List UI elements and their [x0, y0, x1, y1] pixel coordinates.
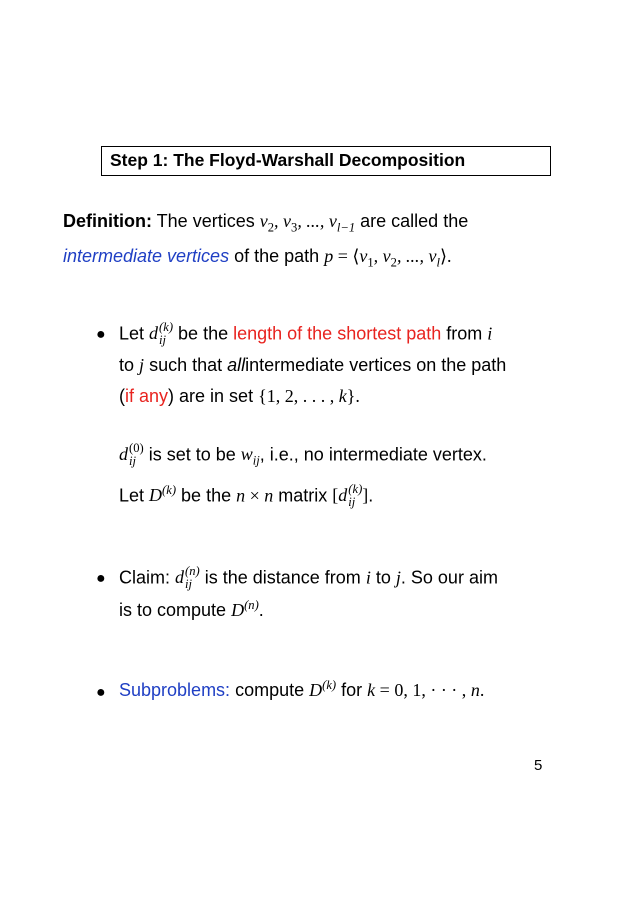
- is-set-to-be-text: is set to be: [148, 444, 236, 465]
- such-that-text: such that: [149, 355, 223, 375]
- bullet-1-line-4: [119, 443, 487, 469]
- let-text: Let: [119, 323, 145, 344]
- in-set-text: ) are in set: [168, 386, 254, 406]
- let-text-2: Let: [119, 485, 145, 506]
- bullet-2-line-2: is to compute $D^{(n)}$.: [119, 598, 264, 620]
- intermediate-rest-text: intermediate vertices on the path: [245, 355, 507, 375]
- be-the-text-2: be the: [181, 485, 232, 506]
- definition-text-1: The vertices: [156, 211, 255, 231]
- j-math-2: j: [395, 567, 401, 588]
- bullet-1-line-5: Let $D^{(k)}$ be the n × n matrix [d (k) ij ].: [119, 482, 374, 510]
- open-paren: (: [119, 386, 125, 406]
- bullet-1-line-1: [119, 322, 492, 348]
- subproblems-label: Subproblems:: [119, 680, 231, 700]
- matrix-text: matrix: [278, 485, 328, 506]
- from-text: from: [446, 323, 483, 344]
- to-text: to: [119, 355, 135, 375]
- D-k-math-2: $D^{(k)}$: [309, 678, 337, 700]
- for-text: for: [341, 680, 363, 700]
- set-math: {1, 2, . . . , k}.: [258, 386, 360, 406]
- d-ij-k-math: d (k) ij: [149, 320, 174, 348]
- bullet-2-dot: ●: [96, 570, 106, 587]
- d-ij-0-math: d (0) ij: [119, 441, 144, 469]
- path-math: $p = ⟨v_1$, $v_2$, ..., $v_l⟩$.: [324, 246, 452, 270]
- definition-text-2: are called the: [360, 211, 469, 231]
- so-our-aim-text: . So our aim: [400, 567, 498, 588]
- to-text-2: to: [375, 567, 391, 588]
- matrix-math: [d (k) ij ]: [332, 482, 369, 510]
- bullet-3-dot: ●: [96, 684, 106, 701]
- definition-text-3: of the path: [234, 246, 320, 266]
- distance-text: is the distance from: [204, 567, 361, 588]
- page-number: 5: [534, 757, 543, 774]
- slide-title: Step 1: The Floyd-Warshall Decomposition: [110, 150, 466, 170]
- claim-label: Claim:: [119, 567, 171, 588]
- bullet-3-line-1: [119, 680, 484, 701]
- definition-line-2: [63, 246, 452, 270]
- i-math-2: i: [365, 567, 371, 588]
- if-any-highlight: if any: [125, 386, 169, 406]
- vertices-list-math: $v_2$, $v_3$, ..., $v_{l-1}$: [259, 211, 356, 235]
- shortest-path-highlight: length of the shortest path: [233, 323, 442, 344]
- D-n-math: $D^{(n)}$: [231, 598, 259, 620]
- n-by-n-math: n × n: [236, 485, 274, 506]
- d-ij-n-math: d (n) ij: [175, 564, 200, 592]
- i-math: i: [487, 323, 493, 344]
- no-intermediate-text: , i.e., no intermediate vertex.: [259, 444, 487, 465]
- bullet-1-line-2: [119, 355, 506, 376]
- definition-line-1: [63, 211, 469, 235]
- all-emphasis: all: [227, 355, 246, 375]
- bullet-1-dot: ●: [96, 326, 106, 343]
- j-math: j: [139, 355, 145, 375]
- D-k-math: $D^{(k)}$: [149, 483, 177, 506]
- compute-text-2: compute: [235, 680, 305, 700]
- definition-label: Definition:: [63, 211, 152, 231]
- be-the-text: be the: [178, 323, 229, 344]
- w-ij-math: $w_{ij}$: [240, 444, 260, 468]
- compute-text: is to compute: [119, 600, 227, 620]
- bullet-1-line-3: [119, 386, 360, 407]
- bullet-2-line-1: [119, 566, 498, 592]
- intermediate-vertices-term: intermediate vertices: [63, 246, 230, 266]
- k-range-math: k = 0, 1, · · · , n.: [367, 680, 485, 700]
